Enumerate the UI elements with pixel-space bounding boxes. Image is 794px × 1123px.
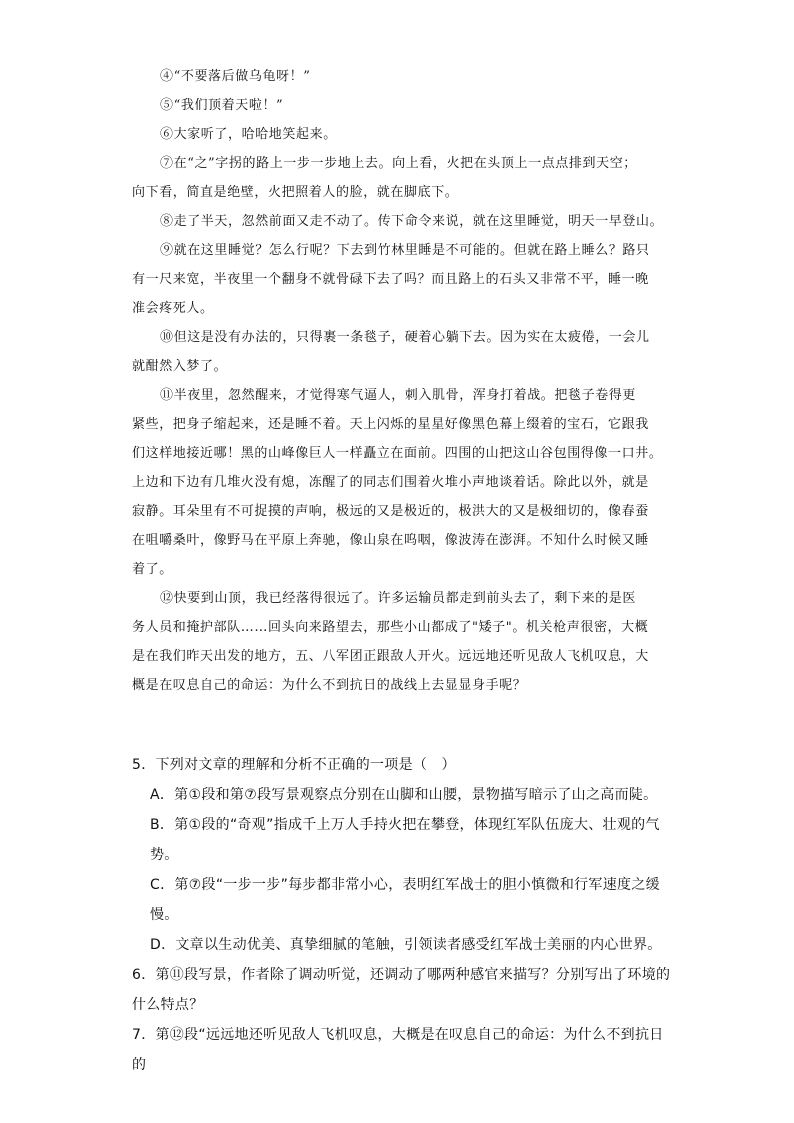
paragraph-4: ④“不要落后做乌龟呀！” xyxy=(160,69,311,84)
paragraph-11-line-7: 着了。 xyxy=(132,562,173,577)
question-5-option-b-line-1: B．第①段的“奇观”指成千上万人手持火把在攀登，体现红军队伍庞大、壮观的气 xyxy=(150,817,660,833)
paragraph-11-line-3: 们这样地接近哪！黑的山峰像巨人一样矗立在面前。四围的山把这山谷包围得像一口井。 xyxy=(132,446,663,461)
paragraph-8: ⑧走了半天，忽然前面又走不动了。传下命令来说，就在这里睡觉，明天一早登山。 xyxy=(160,214,664,229)
paragraph-9-line-2: 有一尺来宽，半夜里一个翻身不就骨碌下去了吗？而且路上的石头又非常不平，睡一晚 xyxy=(132,272,649,287)
question-5-option-b-line-2: 势。 xyxy=(150,847,179,863)
question-5-stem: 5．下列对文章的理解和分析不正确的一项是（ ） xyxy=(132,757,456,773)
question-5-option-d: D．文章以生动优美、真挚细腻的笔触，引领读者感受红军战士美丽的内心世界。 xyxy=(150,937,662,953)
paragraph-7-line-2: 向下看，简直是绝壁，火把照着人的脸，就在脚底下。 xyxy=(132,185,459,200)
paragraph-7-line-1: ⑦在“之”字拐的路上一步一步地上去。向上看，火把在头顶上一点点排到天空； xyxy=(160,156,637,171)
paragraph-12-line-3: 是在我们昨天出发的地方，五、八军团正跟敌人开火。远远地还听见敌人飞机叹息，大 xyxy=(132,649,649,664)
paragraph-5: ⑤“我们顶着天啦！” xyxy=(160,98,284,113)
question-7-line-1: 7．第⑫段“远远地还听见敌人飞机叹息，大概是在叹息自己的命运：为什么不到抗日的 xyxy=(132,1027,664,1073)
paragraph-11-line-2: 紧些，把身子缩起来，还是睡不着。天上闪烁的星星好像黑色幕上缀着的宝石，它跟我 xyxy=(132,417,649,432)
paragraph-6: ⑥大家听了，哈哈地笑起来。 xyxy=(160,127,337,142)
question-6-line-1: 6．第⑪段写景，作者除了调动听觉，还调动了哪两种感官来描写？分别写出了环境的 xyxy=(132,967,671,983)
question-5-option-c-line-2: 慢。 xyxy=(150,907,179,923)
question-5-option-c-line-1: C．第⑦段“一步一步”每步都非常小心，表明红军战士的胆小慎微和行军速度之缓 xyxy=(150,877,660,893)
paragraph-12-line-2: 务人员和掩护部队……回头向来路望去，那些小山都成了"矮子"。机关枪声很密，大概 xyxy=(132,620,649,635)
paragraph-11-line-4: 上边和下边有几堆火没有熄，冻醒了的同志们围着火堆小声地谈着话。除此以外，就是 xyxy=(132,475,649,490)
question-5-option-a: A．第①段和第⑦段写景观察点分别在山脚和山腰，景物描写暗示了山之高而陡。 xyxy=(150,787,658,803)
question-section xyxy=(132,750,672,1080)
paragraph-11-line-1: ⑪半夜里，忽然醒来，才觉得寒气逼人，刺入肌骨，浑身打着战。把毯子卷得更 xyxy=(160,388,637,403)
question-6-line-2: 什么特点？ xyxy=(132,997,204,1013)
paragraph-9-line-3: 准会疼死人。 xyxy=(132,301,214,316)
paragraph-10-line-2: 就酣然入梦了。 xyxy=(132,359,228,374)
paragraph-11-line-5: 寂静。耳朵里有不可捉摸的声响，极远的又是极近的，极洪大的又是极细切的，像春蚕 xyxy=(132,504,649,519)
paragraph-11-line-6: 在咀嚼桑叶，像野马在平原上奔驰，像山泉在呜咽，像波涛在澎湃。不知什么时候又睡 xyxy=(132,533,649,548)
reading-passage xyxy=(132,62,672,700)
paragraph-9-line-1: ⑨就在这里睡觉？怎么行呢？下去到竹林里睡是不可能的。但就在路上睡么？路只 xyxy=(160,243,650,258)
paragraph-12-line-1: ⑫快要到山顶，我已经落得很远了。许多运输员都走到前头去了，剩下来的是医 xyxy=(160,591,637,606)
paragraph-12-line-4: 概是在叹息自己的命运：为什么不到抗日的战线上去显显身手呢？ xyxy=(132,678,527,693)
paragraph-10-line-1: ⑩但这是没有办法的，只得裹一条毯子，硬着心躺下去。因为实在太疲倦，一会儿 xyxy=(160,330,650,345)
